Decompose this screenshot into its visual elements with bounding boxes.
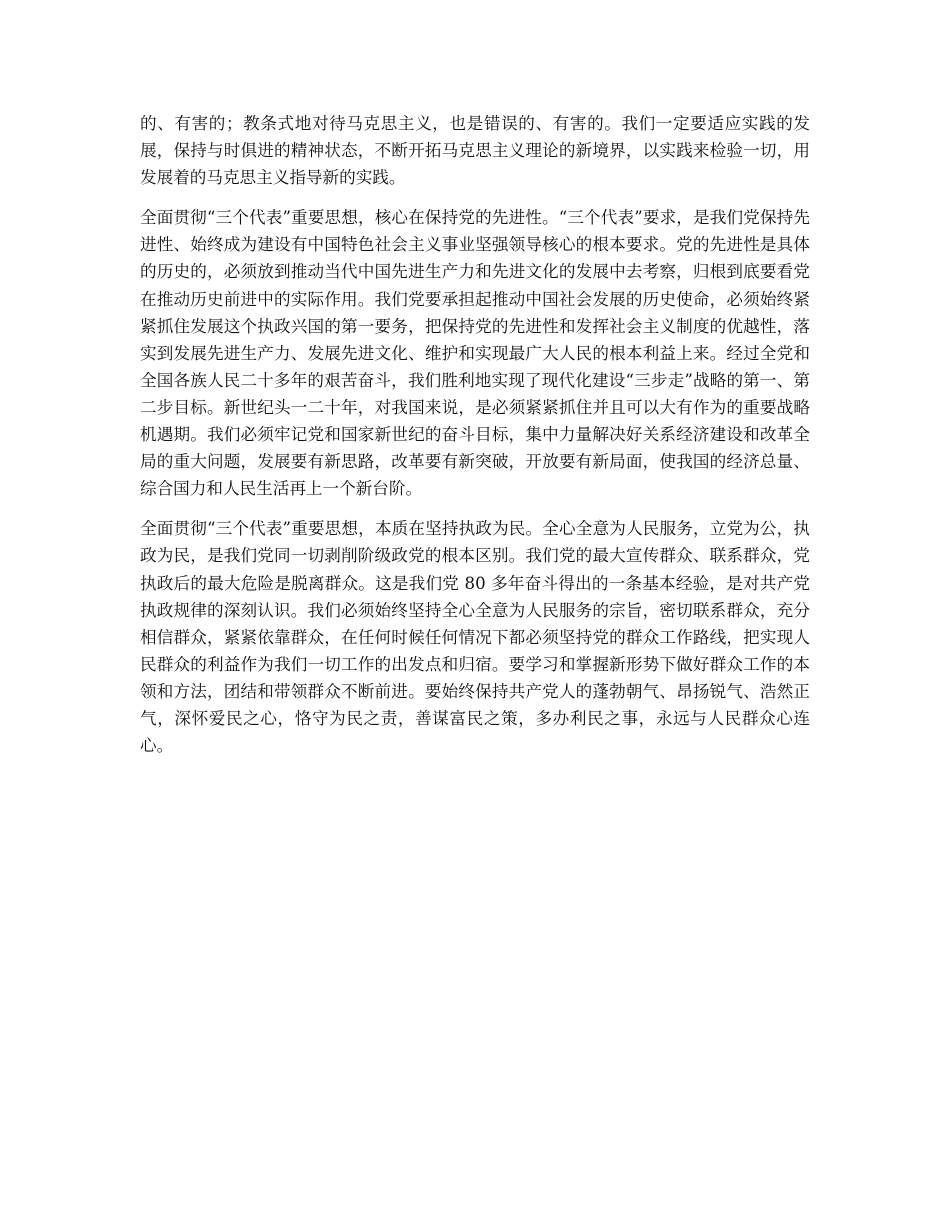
paragraph-2: 全面贯彻“三个代表”重要思想，核心在保持党的先进性。“三个代表”要求，是我们党保持先进性、始终成为建设有中国特色社会主义事业坚强领导核心的根本要求。党的先进性是具体的历史的，必须放到推动当代中国先进生产力和先进文化的发展中去考察，归根到底要看党在推动历史前进中的实际作用。我们党要承担起推动中国社会发展的历史使命，必须始终紧紧抓住发展这个执政兴国的第一要务，把保持党的先进性和发挥社会主义制度的优越性，落实到发展先进生产力、发展先进文化、维护和实现最广大人民的根本利益上来。经过全党和全国各族人民二十多年的艰苦奋斗，我们胜利地实现了现代化建设“三步走”战略的第一、第二步目标。新世纪头一二十年，对我国来说，是必须紧紧抓住并且可以大有作为的重要战略机遇期。我们必须牢记党和国家新世纪的奋斗目标，集中力量解决好关系经济建设和改革全局的重大问题，发展要有新思路，改革要有新突破，开放要有新局面，使我国的经济总量、综合国力和人民生活再上一个新台阶。 — [140, 208, 810, 499]
paragraph-1: 的、有害的；教条式地对待马克思主义，也是错误的、有害的。我们一定要适应实践的发展，保持与时俱进的精神状态，不断开拓马克思主义理论的新境界，以实践来检验一切，用发展着的马克思主义指导新的实践。 — [140, 114, 810, 188]
paragraph-3: 全面贯彻“三个代表”重要思想，本质在坚持执政为民。全心全意为人民服务，立党为公，执政为民，是我们党同一切剥削阶级政党的根本区别。我们党的最大宣传群众、联系群众，党执政后的最大危险是脱离群众。这是我们党 80 多年奋斗得出的一条基本经验，是对共产党执政规律的深刻认识。我们必须始终坚持全心全意为人民服务的宗旨，密切联系群众，充分相信群众，紧紧依靠群众，在任何时候任何情况下都必须坚持党的群众工作路线，把实现人民群众的利益作为我们一切工作的出发点和归宿。要学习和掌握新形势下做好群众工作的本领和方法，团结和带领群众不断前进。要始终保持共产党人的蓬勃朝气、昂扬锐气、浩然正气，深怀爱民之心，恪守为民之责，善谋富民之策，多办利民之事，永远与人民群众心连心。 — [140, 519, 810, 756]
document-page — [140, 110, 810, 772]
